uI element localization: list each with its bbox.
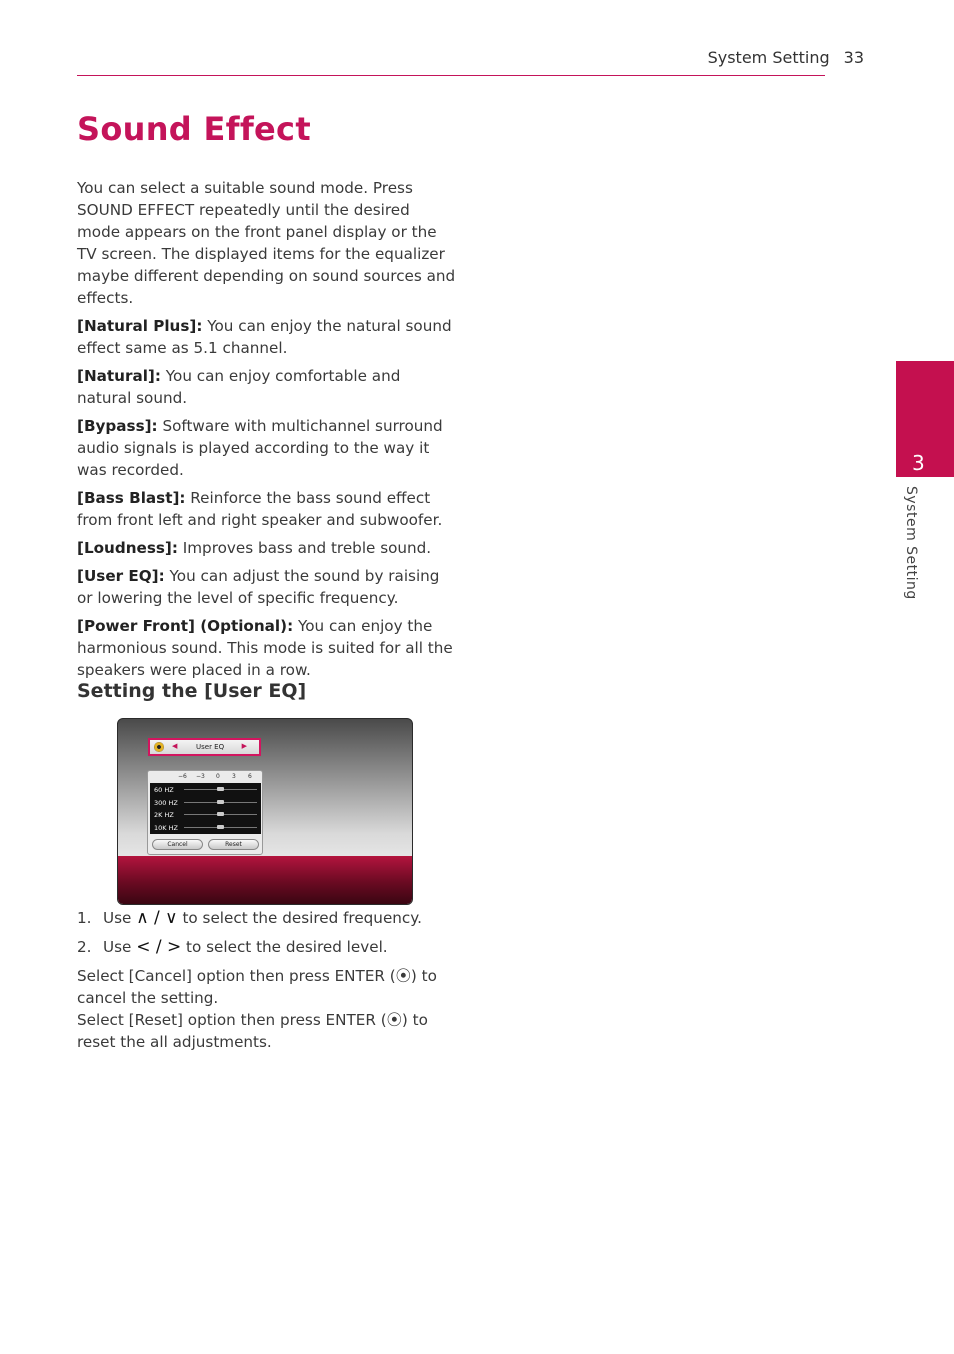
arrow-right-icon: ▶ xyxy=(241,742,247,750)
mode-user-eq xyxy=(77,565,457,609)
band-slider-knob[interactable] xyxy=(217,825,224,829)
mode-desc: You can enjoy comfortable and natural sound. xyxy=(77,367,401,407)
tick-label: −6 xyxy=(178,773,187,780)
mode-loudness xyxy=(77,537,457,559)
band-name: 2K HZ xyxy=(154,811,174,820)
mode-desc: Reinforce the bass sound effect from front left and right speaker and subwoofer. xyxy=(77,489,443,529)
mode-desc: You can adjust the sound by raising or lowering the level of specific frequency. xyxy=(77,567,440,607)
running-header xyxy=(708,48,864,67)
mode-term: [Bass Blast]: xyxy=(77,489,186,507)
band-slider-knob[interactable] xyxy=(217,787,224,791)
header-rule xyxy=(77,75,825,76)
mode-desc: You can enjoy the harmonious sound. This mode is suited for all the speakers were placed in a row. xyxy=(77,617,453,679)
reset-button[interactable]: Reset xyxy=(208,839,259,850)
step-text-post: to select the desired frequency. xyxy=(177,909,422,927)
arrow-left-icon: ◀ xyxy=(172,742,178,750)
band-name: 300 HZ xyxy=(154,798,178,807)
reset-note: Select [Reset] option then press ENTER (⦿) to reset the all adjustments. xyxy=(77,1011,428,1051)
mode-natural-plus xyxy=(77,315,457,359)
mode-term: [Natural Plus]: xyxy=(77,317,203,335)
eq-band-row[interactable] xyxy=(150,796,261,809)
eq-panel xyxy=(147,770,263,855)
mode-desc: You can enjoy the natural sound effect same as 5.1 channel. xyxy=(77,317,452,357)
eq-mode-label: User EQ xyxy=(196,743,225,751)
eq-band-row[interactable] xyxy=(150,808,261,821)
step-text-pre: Use xyxy=(103,938,137,956)
tick-label: −3 xyxy=(196,773,205,780)
disc-icon xyxy=(154,742,164,752)
mode-bypass xyxy=(77,415,457,481)
left-right-keys-icon: < / > xyxy=(136,937,182,957)
band-name: 60 HZ xyxy=(154,786,174,794)
eq-header-bar xyxy=(148,738,261,756)
body-text xyxy=(77,177,457,687)
mode-term: [Power Front] (Optional): xyxy=(77,617,294,635)
cancel-button[interactable]: Cancel xyxy=(152,839,203,850)
screen-bottom-band xyxy=(118,856,412,904)
mode-term: [User EQ]: xyxy=(77,567,165,585)
chapter-tab xyxy=(896,361,954,477)
eq-band-row[interactable] xyxy=(150,821,261,834)
chapter-number: 3 xyxy=(912,451,925,475)
step-number: 2. xyxy=(77,938,92,956)
header-section: System Setting xyxy=(707,48,830,67)
band-slider-knob[interactable] xyxy=(217,812,224,816)
intro-paragraph: You can select a suitable sound mode. Press SOUND EFFECT repeatedly until the desired mode appears on the front panel display or the TV screen. The displayed items for the equalizer maybe different depending on sound sources and effects. xyxy=(77,179,456,307)
page-title: Sound Effect xyxy=(77,110,311,148)
cancel-note: Select [Cancel] option then press ENTER (⦿) to cancel the setting. xyxy=(77,967,437,1007)
chapter-label: System Setting xyxy=(903,486,919,600)
tick-label: 6 xyxy=(248,773,252,780)
band-name: 10K HZ xyxy=(154,824,178,833)
step-text-post: to select the desired level. xyxy=(181,938,388,956)
up-down-keys-icon: ∧ / ∨ xyxy=(136,908,178,928)
mode-term: [Bypass]: xyxy=(77,417,158,435)
step-number: 1. xyxy=(77,909,92,927)
mode-term: [Natural]: xyxy=(77,367,161,385)
mode-power-front xyxy=(77,615,457,681)
tick-label: 3 xyxy=(232,773,236,780)
eq-band-list xyxy=(150,783,261,834)
step-item xyxy=(77,936,467,958)
band-slider-knob[interactable] xyxy=(217,800,224,804)
mode-bass-blast xyxy=(77,487,457,531)
mode-desc: Improves bass and treble sound. xyxy=(177,539,432,557)
eq-band-row[interactable] xyxy=(150,783,261,796)
step-list xyxy=(77,907,467,965)
user-eq-screenshot xyxy=(117,718,413,905)
step-text-pre: Use xyxy=(103,909,137,927)
mode-desc: Software with multichannel surround audio signals is played according to the way it was recorded. xyxy=(77,417,443,479)
user-eq-heading: Setting the [User EQ] xyxy=(77,680,307,702)
notes xyxy=(77,965,457,1053)
tick-label: 0 xyxy=(216,773,220,780)
mode-term: [Loudness]: xyxy=(77,539,178,557)
page-number: 33 xyxy=(843,48,864,67)
step-item xyxy=(77,907,467,929)
mode-natural xyxy=(77,365,457,409)
